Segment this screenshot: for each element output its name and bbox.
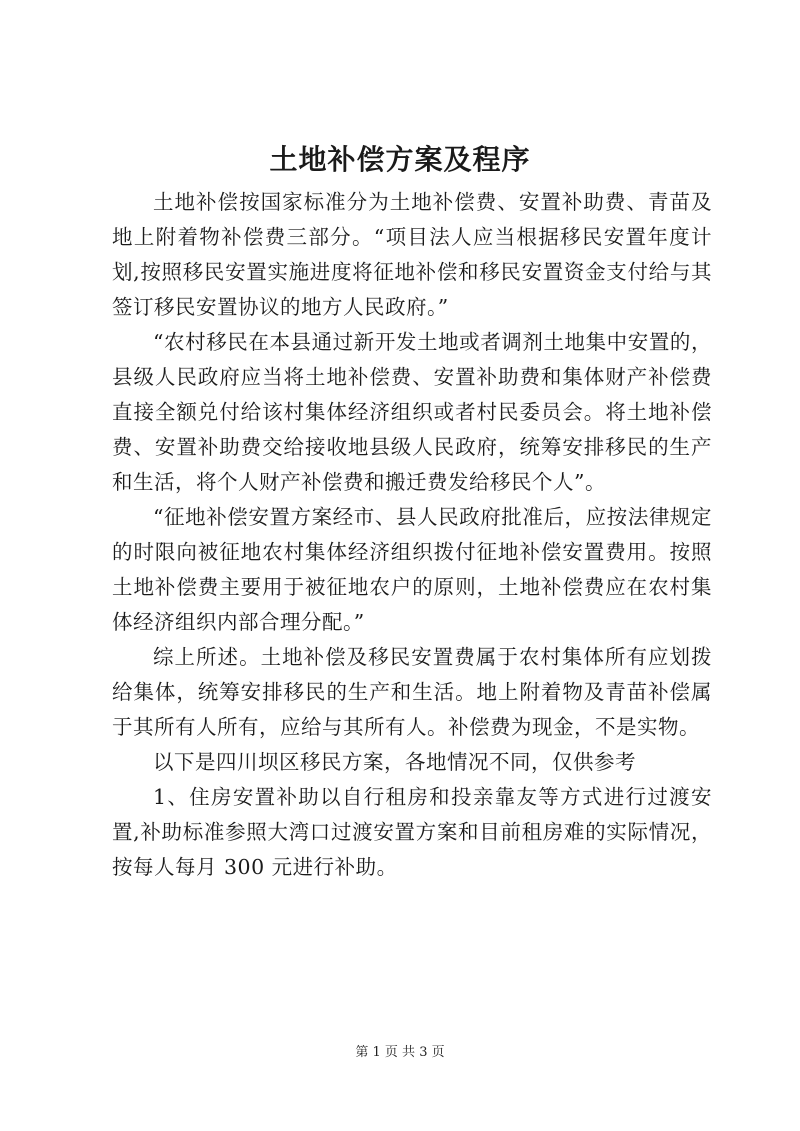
paragraph: 1、住房安置补助以自行租房和投亲靠友等方式进行过渡安置,补助标准参照大湾口过渡安置方案和目前租房难的实际情况，按每人每月 300 元进行补助。: [112, 785, 712, 879]
paragraph: “征地补偿安置方案经市、县人民政府批准后，应按法律规定的时限向被征地农村集体经济组织拨付征地补偿安置费用。按照土地补偿费主要用于被征地农户的原则，土地补偿费应在农村集体经济组织内部合理分配。”: [112, 505, 712, 634]
paragraph: 土地补偿按国家标准分为土地补偿费、安置补助费、青苗及地上附着物补偿费三部分。“项目法人应当根据移民安置年度计划,按照移民安置实施进度将征地补偿和移民安置资金支付给与其签订移民安置协议的地方人民政府。”: [112, 190, 712, 319]
page-title: 土地补偿方案及程序: [269, 143, 531, 176]
paragraph: “农村移民在本县通过新开发土地或者调剂土地集中安置的，县级人民政府应当将土地补偿费、安置补助费和集体财产补偿费直接全额兑付给该村集体经济组织或者村民委员会。将土地补偿费、安置补助费交给接收地县级人民政府，统筹安排移民的生产和生活，将个人财产补偿费和搬迁费发给移民个人”。: [112, 330, 712, 494]
paragraph: 综上所述。土地补偿及移民安置费属于农村集体所有应划拨给集体，统筹安排移民的生产和生活。地上附着物及青苗补偿属于其所有人所有，应给与其所有人。补偿费为现金，不是实物。: [112, 645, 712, 739]
document-body: [112, 185, 712, 885]
paragraph: 以下是四川坝区移民方案，各地情况不同，仅供参考: [153, 750, 636, 774]
page-number-footer: 第 1 页 共 3 页: [355, 1045, 445, 1060]
